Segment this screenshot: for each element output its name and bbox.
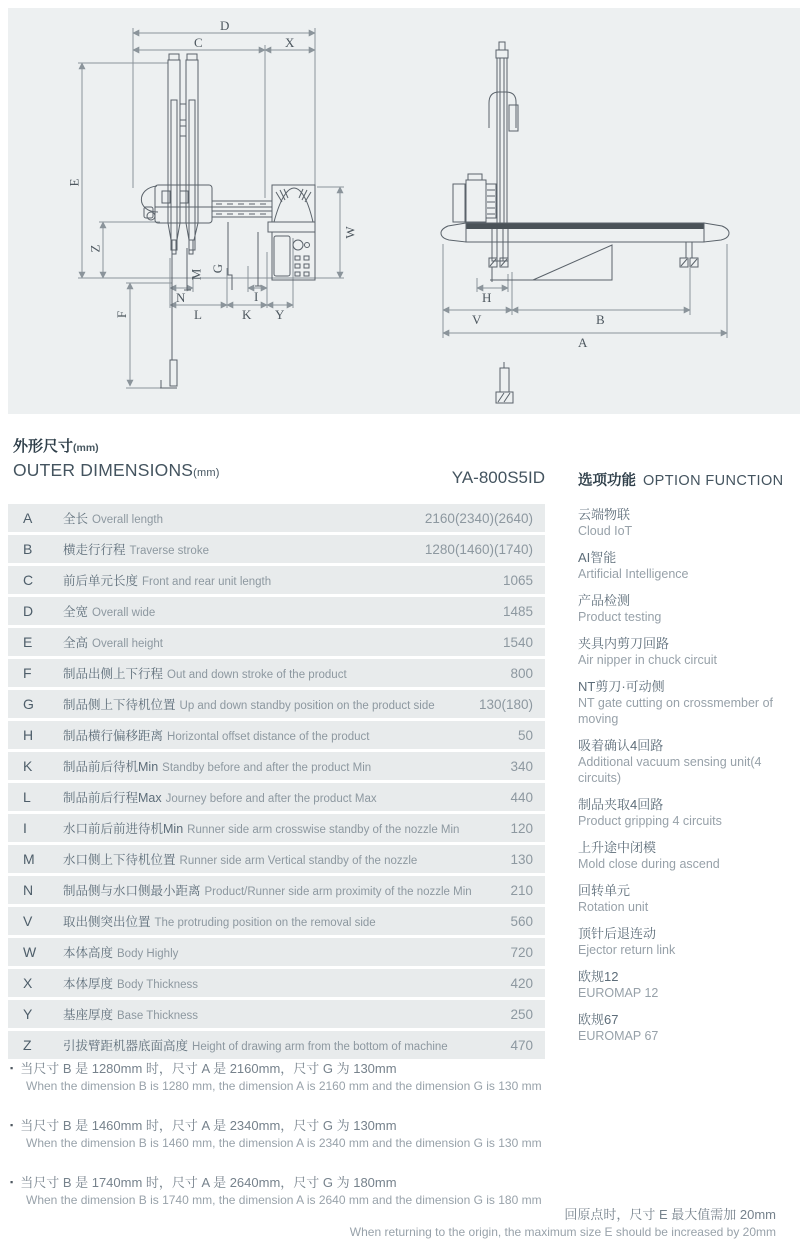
row-label-en: Runner side arm Vertical standby of the nozzle xyxy=(179,854,418,867)
row-key: C xyxy=(23,572,34,588)
table-row xyxy=(8,969,545,997)
row-label xyxy=(63,602,503,621)
option-label-en: Product testing xyxy=(578,610,662,624)
option-label-zh: 吸着确认4回路 xyxy=(578,738,664,753)
technical-drawing xyxy=(8,8,800,414)
option-item xyxy=(578,592,794,625)
row-label-zh: 制品出侧上下行程 xyxy=(63,666,164,681)
row-label xyxy=(63,1036,510,1055)
table-row xyxy=(8,752,545,780)
option-label-zh: 回转单元 xyxy=(578,883,631,898)
footnote-zh xyxy=(10,1173,542,1192)
option-item xyxy=(578,839,794,872)
row-value: 2160(2340)(2640) xyxy=(424,510,533,526)
row-label-zh: 全宽 xyxy=(63,604,89,619)
option-item xyxy=(578,1011,794,1044)
row-label xyxy=(63,571,503,590)
row-key: X xyxy=(23,975,33,991)
option-label-zh: 欧规67 xyxy=(578,1012,619,1027)
title-en-text: OUTER DIMENSIONS xyxy=(13,460,194,480)
title-zh-text: 外形尺寸 xyxy=(13,438,74,455)
row-key: E xyxy=(23,634,33,650)
row-value: 210 xyxy=(510,882,533,898)
section-title-en xyxy=(13,458,220,485)
footnote-en: When the dimension B is 1280 mm, the dimension A is 2160 mm and the dimension G is 130 mm xyxy=(26,1079,542,1093)
table-row xyxy=(8,783,545,811)
option-label-en: Cloud IoT xyxy=(578,524,633,538)
row-label-zh: 横走行行程 xyxy=(63,542,126,557)
option-item xyxy=(578,796,794,829)
option-label-zh: 云端物联 xyxy=(578,507,631,522)
option-label-en: Mold close during ascend xyxy=(578,857,720,871)
option-label-zh: 顶针后退连动 xyxy=(578,926,657,941)
footnote-zh xyxy=(10,1059,542,1078)
row-label xyxy=(63,912,510,931)
row-label-en: Horizontal offset distance of the product xyxy=(167,730,370,743)
option-label-en: Ejector return link xyxy=(578,943,676,957)
row-value: 720 xyxy=(510,944,533,960)
row-key: G xyxy=(23,696,34,712)
dimension-label-V: V xyxy=(472,312,482,327)
row-label xyxy=(63,695,479,714)
row-key: I xyxy=(23,820,27,836)
dimension-label-Y: Y xyxy=(275,307,285,322)
row-label-en: Overall length xyxy=(92,513,163,526)
row-value: 250 xyxy=(510,1006,533,1022)
table-row xyxy=(8,597,545,625)
footnote-zh-text: 当尺寸 B 是 1460mm 时，尺寸 A 是 2340mm，尺寸 G 为 130mm xyxy=(20,1118,397,1133)
section-title xyxy=(13,437,220,485)
row-value: 340 xyxy=(510,758,533,774)
row-label-en: Base Thickness xyxy=(117,1009,198,1022)
row-key: W xyxy=(23,944,37,960)
table-row xyxy=(8,566,545,594)
dimensions-table xyxy=(8,504,545,1062)
row-value: 800 xyxy=(510,665,533,681)
dimension-label-W: W xyxy=(342,226,358,239)
row-label-en: Body Highly xyxy=(117,947,179,960)
table-row xyxy=(8,721,545,749)
footnote-en: When the dimension B is 1460 mm, the dimension A is 2340 mm and the dimension G is 130 mm xyxy=(26,1136,542,1150)
row-label xyxy=(63,943,510,962)
row-label xyxy=(63,819,510,838)
row-label xyxy=(63,757,510,776)
row-label xyxy=(63,633,503,652)
row-label-en: Front and rear unit length xyxy=(142,575,272,588)
row-label xyxy=(63,881,510,900)
row-value: 1540 xyxy=(502,634,533,650)
dimension-label-Z: Z xyxy=(87,244,103,253)
option-label-en: EUROMAP 12 xyxy=(578,986,659,1000)
options-title-zh: 选项功能 xyxy=(578,473,636,489)
dimension-label-C: C xyxy=(194,35,203,50)
model-number: YA-800S5ID xyxy=(451,468,545,487)
footnote-zh-text: 当尺寸 B 是 1280mm 时，尺寸 A 是 2160mm，尺寸 G 为 130mm xyxy=(20,1061,397,1076)
dimension-label-X: X xyxy=(285,35,295,50)
row-value: 1485 xyxy=(502,603,533,619)
technical-drawing-panel xyxy=(8,8,800,414)
row-key: V xyxy=(23,913,33,929)
row-label-zh: 制品侧上下待机位置 xyxy=(63,697,176,712)
dimension-label-N: N xyxy=(176,290,186,305)
row-value: 440 xyxy=(510,789,533,805)
dimension-label-L: L xyxy=(194,307,202,322)
row-value: 130 xyxy=(510,851,533,867)
table-row xyxy=(8,814,545,842)
title-en-unit: (mm) xyxy=(193,467,220,479)
option-item xyxy=(578,549,794,582)
row-label-en: Traverse stroke xyxy=(129,544,209,557)
row-key: B xyxy=(23,541,33,557)
row-label-zh: 全高 xyxy=(63,635,89,650)
footnote-zh xyxy=(10,1116,542,1135)
table-row xyxy=(8,659,545,687)
options-list xyxy=(578,506,794,1054)
dimension-label-A: A xyxy=(578,335,588,350)
row-value: 560 xyxy=(510,913,533,929)
option-label-en: NT gate cutting on crossmember of moving xyxy=(578,696,773,726)
option-label-zh: 上升途中闭模 xyxy=(578,840,657,855)
table-row xyxy=(8,1031,545,1059)
dimension-label-G: G xyxy=(210,263,226,274)
option-label-zh: 制品夹取4回路 xyxy=(578,797,664,812)
row-label xyxy=(63,726,518,745)
option-item xyxy=(578,968,794,1001)
row-label xyxy=(63,664,510,683)
option-label-en: Product gripping 4 circuits xyxy=(578,814,722,828)
row-key: L xyxy=(23,789,31,805)
origin-note-zh: 回原点时，尺寸 E 最大值需加 20mm xyxy=(564,1207,776,1222)
options-header xyxy=(578,469,784,490)
row-label-en: Height of drawing arm from the bottom of machine xyxy=(192,1040,448,1053)
footnote-item xyxy=(10,1059,542,1095)
table-row xyxy=(8,690,545,718)
row-label-zh: 本体厚度 xyxy=(63,976,114,991)
footnote-zh-text: 当尺寸 B 是 1740mm 时，尺寸 A 是 2640mm，尺寸 G 为 180mm xyxy=(20,1175,397,1190)
row-label xyxy=(63,1005,510,1024)
row-key: D xyxy=(23,603,34,619)
option-label-zh: 夹具内剪刀回路 xyxy=(578,636,670,651)
dimension-label-I: I xyxy=(254,289,259,304)
row-label-zh: 引拔臂距机器底面高度 xyxy=(63,1038,189,1053)
option-item xyxy=(578,737,794,786)
row-key: N xyxy=(23,882,34,898)
row-value: 130(180) xyxy=(478,696,533,712)
row-key: F xyxy=(23,665,32,681)
row-value: 50 xyxy=(517,727,533,743)
row-label-en: Runner side arm crosswise standby of the nozzle Min xyxy=(187,823,460,836)
table-row xyxy=(8,907,545,935)
option-item xyxy=(578,925,794,958)
row-value: 420 xyxy=(510,975,533,991)
dimension-label-H: H xyxy=(482,290,492,305)
option-item xyxy=(578,635,794,668)
row-label-zh: 制品横行偏移距离 xyxy=(63,728,164,743)
row-label xyxy=(63,850,510,869)
row-label-en: Standby before and after the product Min xyxy=(162,761,372,774)
row-label-en: Journey before and after the product Max xyxy=(165,792,377,805)
row-label-zh: 全长 xyxy=(63,511,89,526)
table-row xyxy=(8,504,545,532)
dimension-label-E: E xyxy=(66,178,82,187)
table-row xyxy=(8,535,545,563)
bullet-icon: ▪ xyxy=(10,1177,14,1187)
row-label-zh: 水口前后前进待机Min xyxy=(63,821,184,836)
footnote-item xyxy=(10,1173,542,1209)
dimension-label-D: D xyxy=(220,18,230,33)
row-label-zh: 本体高度 xyxy=(63,945,114,960)
table-row xyxy=(8,845,545,873)
table-row xyxy=(8,628,545,656)
dimension-label-B: B xyxy=(596,312,605,327)
option-item xyxy=(578,882,794,915)
option-label-en: Air nipper in chuck circuit xyxy=(578,653,717,667)
bullet-icon: ▪ xyxy=(10,1063,14,1073)
row-label-zh: 制品侧与水口侧最小距离 xyxy=(63,883,201,898)
row-label-en: The protruding position on the removal side xyxy=(154,916,376,929)
option-label-zh: AI智能 xyxy=(578,550,617,565)
row-label-en: Product/Runner side arm proximity of the nozzle Min xyxy=(204,885,472,898)
row-value: 120 xyxy=(510,820,533,836)
option-item xyxy=(578,678,794,727)
row-key: M xyxy=(23,851,35,867)
section-title-zh xyxy=(13,437,220,458)
row-label xyxy=(63,788,510,807)
row-label-zh: 前后单元长度 xyxy=(63,573,139,588)
row-label xyxy=(63,974,510,993)
bullet-icon: ▪ xyxy=(10,1120,14,1130)
row-label-en: Body Thickness xyxy=(117,978,198,991)
row-label-en: Up and down standby position on the product side xyxy=(179,699,435,712)
option-item xyxy=(578,506,794,539)
option-label-zh: 产品检测 xyxy=(578,593,631,608)
table-row xyxy=(8,1000,545,1028)
dimension-label-K: K xyxy=(242,307,252,322)
origin-note xyxy=(350,1205,776,1241)
row-key: Y xyxy=(23,1006,33,1022)
row-label-zh: 基座厚度 xyxy=(63,1007,114,1022)
footnote-en: When the dimension B is 1740 mm, the dimension A is 2640 mm and the dimension G is 180 mm xyxy=(26,1193,542,1207)
row-value: 1065 xyxy=(502,572,533,588)
option-label-zh: NT剪刀·可动侧 xyxy=(578,679,665,694)
option-label-en: Artificial Intelligence xyxy=(578,567,689,581)
footnote-item xyxy=(10,1116,542,1152)
row-value: 470 xyxy=(510,1037,533,1053)
option-label-en: Rotation unit xyxy=(578,900,649,914)
row-label-en: Overall wide xyxy=(92,606,156,619)
row-label-en: Out and down stroke of the product xyxy=(167,668,347,681)
row-label-zh: 制品前后待机Min xyxy=(63,759,159,774)
origin-note-en: When returning to the origin, the maximum size E should be increased by 20mm xyxy=(349,1225,776,1239)
table-row xyxy=(8,876,545,904)
front-view-machine xyxy=(141,54,315,388)
row-key: Z xyxy=(23,1037,32,1053)
front-view-dimension-lines xyxy=(78,28,344,388)
row-label xyxy=(63,540,425,559)
row-label-zh: 取出侧突出位置 xyxy=(63,914,151,929)
option-label-zh: 欧规12 xyxy=(578,969,619,984)
option-label-en: EUROMAP 67 xyxy=(578,1029,659,1043)
row-label xyxy=(63,509,425,528)
table-row xyxy=(8,938,545,966)
dimension-label-M: M xyxy=(188,268,204,281)
title-zh-unit: (mm) xyxy=(73,442,99,454)
row-value: 1280(1460)(1740) xyxy=(424,541,533,557)
row-label-en: Overall height xyxy=(92,637,163,650)
options-title-en: OPTION FUNCTION xyxy=(643,473,784,489)
row-key: K xyxy=(23,758,33,774)
dimension-label-F: F xyxy=(114,310,130,319)
option-label-en: Additional vacuum sensing unit(4 circuits) xyxy=(578,755,762,785)
row-label-zh: 制品前后行程Max xyxy=(63,790,162,805)
row-label-zh: 水口侧上下待机位置 xyxy=(63,852,176,867)
row-key: A xyxy=(23,510,33,526)
row-key: H xyxy=(23,727,34,743)
